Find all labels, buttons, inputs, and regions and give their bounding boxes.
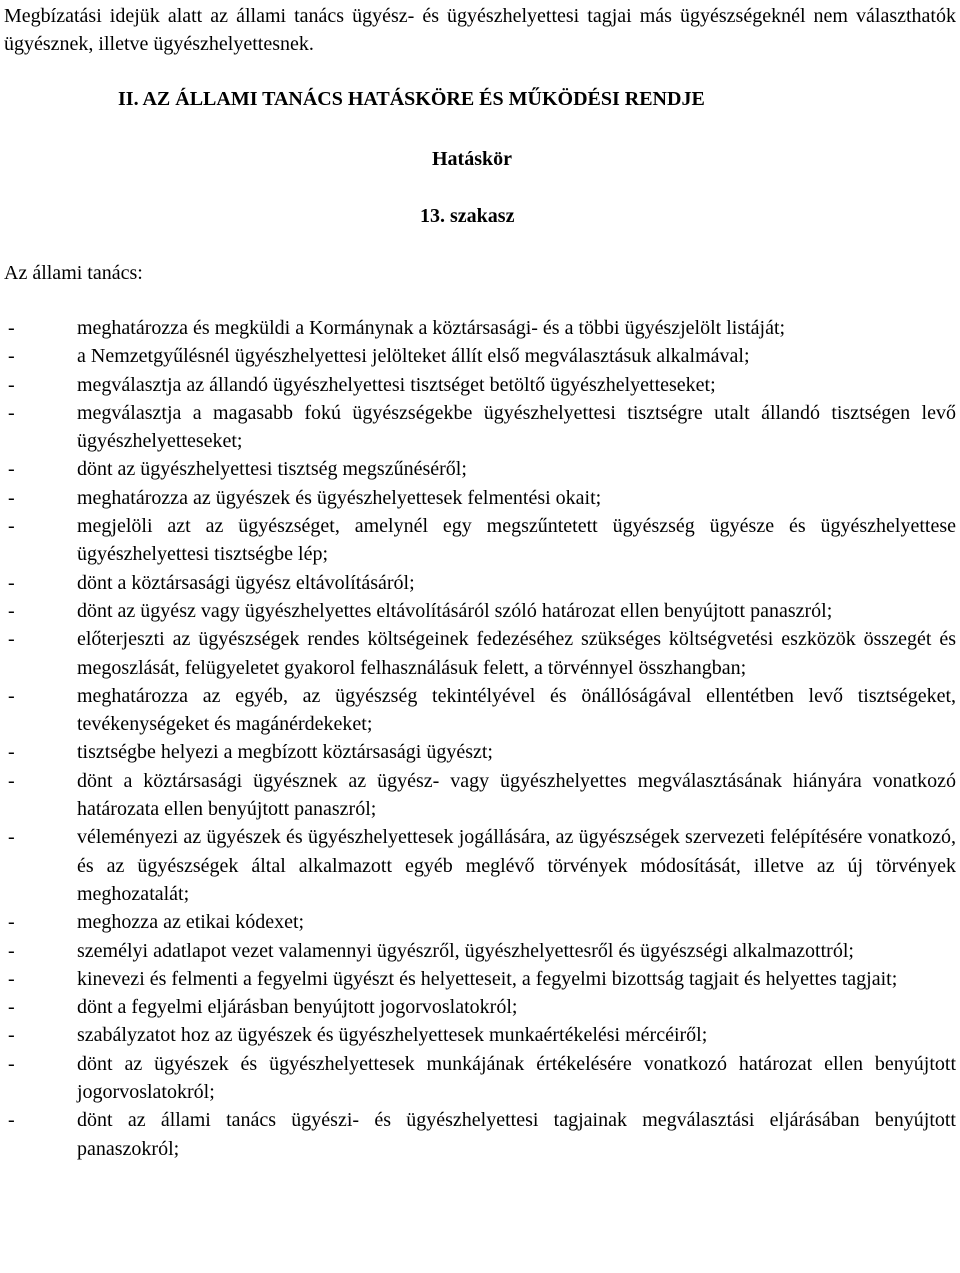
list-item bbox=[4, 823, 956, 908]
list-item bbox=[4, 342, 956, 370]
intro-paragraph: Megbízatási idejük alatt az állami tanács ügyész- és ügyészhelyettesi tagjai más ügyészségeknél nem választhatók ügyésznek, illetve ügyészhelyettesnek. bbox=[4, 5, 956, 56]
list-item bbox=[4, 682, 956, 739]
list-item bbox=[4, 1106, 956, 1163]
list-dash: - bbox=[8, 769, 15, 792]
list-item bbox=[4, 767, 956, 824]
list-item bbox=[4, 937, 956, 965]
list-item-text: kinevezi és felmenti a fegyelmi ügyészt és helyetteseit, a fegyelmi bizottság tagjait és helyettes tagjait; bbox=[77, 967, 898, 990]
list-item-text: tisztségbe helyezi a megbízott köztársasági ügyészt; bbox=[77, 741, 493, 764]
list-item-text: dönt az ügyész vagy ügyészhelyettes eltávolításáról szóló határozat ellen benyújtott panaszról; bbox=[77, 599, 833, 622]
list-item-text: dönt az ügyészhelyettesi tisztség megszűnéséről; bbox=[77, 458, 467, 481]
list-dash: - bbox=[8, 401, 15, 424]
list-item-text: dönt a fegyelmi eljárásban benyújtott jogorvoslatokról; bbox=[77, 996, 518, 1019]
list-item bbox=[4, 371, 956, 399]
list-item-text: dönt a köztársasági ügyésznek az ügyész- vagy ügyészhelyettes megválasztásának hiányára vonatkozó határozata ellen benyújtott panaszról; bbox=[77, 769, 956, 821]
list-dash: - bbox=[8, 826, 15, 849]
list-item-text: véleményezi az ügyészek és ügyészhelyettesek jogállására, az ügyészségek szervezeti felépítésére vonatkozó, és az ügyészségek által alkalmazott egyéb meglévő törvények módosítását, illetve az új törvények meghozatalát; bbox=[77, 826, 956, 905]
list-item bbox=[4, 399, 956, 456]
list-dash: - bbox=[8, 345, 15, 368]
lead-in-text: Az állami tanács: bbox=[4, 262, 143, 284]
list-dash: - bbox=[8, 911, 15, 934]
list-item bbox=[4, 738, 956, 766]
list-dash: - bbox=[8, 628, 15, 651]
list-dash: - bbox=[8, 1109, 15, 1132]
list-item bbox=[4, 569, 956, 597]
list-dash: - bbox=[8, 599, 15, 622]
list-item-text: dönt a köztársasági ügyész eltávolításáról; bbox=[77, 571, 415, 594]
section-number: 13. szakasz bbox=[420, 205, 515, 227]
chapter-title: II. AZ ÁLLAMI TANÁCS HATÁSKÖRE ÉS MŰKÖDÉSI RENDJE bbox=[118, 88, 705, 110]
list-dash: - bbox=[8, 458, 15, 481]
list-item bbox=[4, 1050, 956, 1107]
list-item bbox=[4, 512, 956, 569]
list-item bbox=[4, 484, 956, 512]
list-dash: - bbox=[8, 741, 15, 764]
list-item-text: meghozza az etikai kódexet; bbox=[77, 911, 305, 934]
competence-list bbox=[4, 314, 956, 1163]
list-item bbox=[4, 965, 956, 993]
list-dash: - bbox=[8, 967, 15, 990]
list-item bbox=[4, 625, 956, 682]
list-item bbox=[4, 993, 956, 1021]
list-dash: - bbox=[8, 515, 15, 538]
list-item-text: megjelöli azt az ügyészséget, amelynél egy megszűntetett ügyészség ügyésze és ügyészhelyettese ügyészhelyettesi tisztségbe lép; bbox=[77, 515, 956, 566]
list-item bbox=[4, 908, 956, 936]
list-item-text: dönt az ügyészek és ügyészhelyettesek munkájának értékelésére vonatkozó határozat ellen benyújtott jogorvoslatokról; bbox=[77, 1052, 956, 1104]
list-item-text: szabályzatot hoz az ügyészek és ügyészhelyettesek munkaértékelési mércéiről; bbox=[77, 1024, 708, 1047]
list-dash: - bbox=[8, 486, 15, 509]
list-item-text: megválasztja a magasabb fokú ügyészségekbe ügyészhelyettesi tisztségre utalt állandó tisztségen levő ügyészhelyetteseket; bbox=[77, 401, 956, 453]
list-dash: - bbox=[8, 373, 15, 396]
list-dash: - bbox=[8, 1024, 15, 1047]
list-item-text: meghatározza az egyéb, az ügyészség tekintélyével és önállóságával ellentétben levő tisztségeket, tevékenységeket és magánérdekeket; bbox=[77, 684, 956, 736]
list-item bbox=[4, 314, 956, 342]
list-item bbox=[4, 1021, 956, 1049]
list-item-text: meghatározza és megküldi a Kormánynak a köztársasági- és a többi ügyészjelölt listáját; bbox=[77, 317, 786, 339]
list-item-text: meghatározza az ügyészek és ügyészhelyettesek felmentési okait; bbox=[77, 486, 602, 509]
section-title: Hatáskör bbox=[432, 148, 512, 170]
list-dash: - bbox=[8, 939, 15, 962]
list-item-text: előterjeszti az ügyészségek rendes költségeinek fedezéséhez szükséges költségvetési eszközök összegét és megoszlását, felügyeletet gyakorol felhasználásuk felett, a törvénnyel összhangban; bbox=[77, 628, 956, 679]
list-dash: - bbox=[8, 684, 15, 707]
list-item-text: dönt az állami tanács ügyészi- és ügyészhelyettesi tagjainak megválasztási eljárásában benyújtott panaszokról; bbox=[77, 1109, 956, 1160]
list-dash: - bbox=[8, 571, 15, 594]
list-item bbox=[4, 597, 956, 625]
list-dash: - bbox=[8, 996, 15, 1019]
list-item-text: személyi adatlapot vezet valamennyi ügyészről, ügyészhelyettesről és ügyészségi alkalmazottról; bbox=[77, 939, 854, 962]
list-item-text: a Nemzetgyűlésnél ügyészhelyettesi jelölteket állít első megválasztásuk alkalmával; bbox=[77, 345, 750, 368]
list-dash: - bbox=[8, 1052, 15, 1075]
list-dash: - bbox=[8, 317, 15, 339]
list-item-text: megválasztja az állandó ügyészhelyettesi tisztséget betöltő ügyészhelyetteseket; bbox=[77, 373, 716, 396]
list-item bbox=[4, 455, 956, 483]
